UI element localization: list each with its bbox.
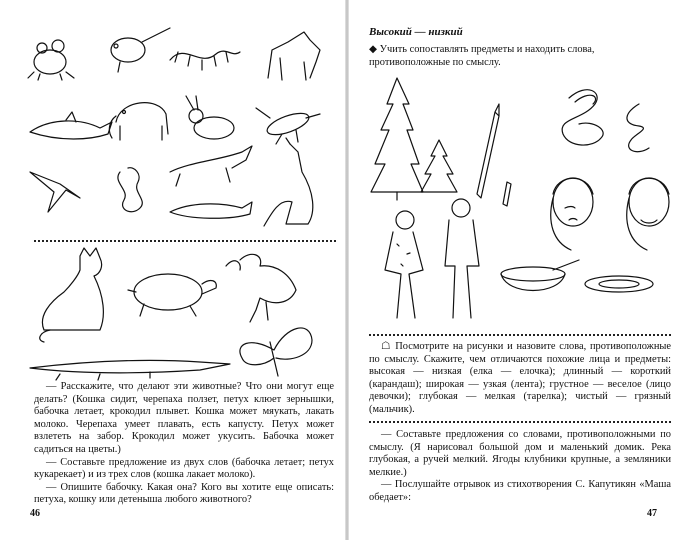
right-body-text xyxy=(369,429,671,505)
happy-girl-illustration xyxy=(627,178,669,250)
dirty-boy-illustration xyxy=(385,211,423,318)
kangaroo-illustration xyxy=(264,138,313,226)
dotted-divider xyxy=(369,334,671,336)
bird-illustration xyxy=(111,28,170,72)
butterfly-illustration xyxy=(240,328,312,376)
tall-tree-illustration xyxy=(371,78,423,200)
left-body-text xyxy=(34,381,334,507)
instruction-text: Посмотрите на рисунки и назовите слова, противоположные по смыслу. Скажите, чем отличаются похожие лица и предметы: высокая — низкая (елка — елочка); длинный — короткий (карандаш); широкая — узкая (лента); грустное — веселое (лицо девочки); глубокая — мелкая (тарелка); чистый — грязный (мальчик). xyxy=(369,341,671,415)
right-page xyxy=(347,0,694,540)
snake-illustration xyxy=(118,168,142,212)
left-paragraph-3: — Опишите бабочку. Какая она? Кого вы хотите еще описать: петуха, кошку или детеныша любого животного? xyxy=(34,481,334,506)
lesson-goal xyxy=(369,44,669,69)
crocodile-illustration xyxy=(30,360,230,380)
dotted-divider xyxy=(34,240,336,242)
animals-illustration-bottom xyxy=(20,246,335,384)
page-number-left: 46 xyxy=(30,508,40,519)
short-tree-illustration xyxy=(421,140,457,192)
wide-ribbon-illustration xyxy=(562,90,603,145)
long-pencil-illustration xyxy=(477,104,499,198)
caterpillar-illustration xyxy=(170,51,240,70)
opposites-illustration xyxy=(357,74,687,324)
read-aloud-icon: ☖ xyxy=(381,341,396,352)
diamond-bullet-icon: ◆ xyxy=(369,44,377,55)
right-paragraph-1: — Составьте предложения со словами, противоположными по смыслу. (Я нарисовал большой дом и маленький домик. Река глубокая, а ручей мелкий. Ягоды клубники крупные, а земляники мелкие.) xyxy=(369,429,671,478)
right-paragraph-2: — Послушайте отрывок из стихотворения С. Капутикян «Маша обедает»: xyxy=(369,479,671,503)
page-number-right: 47 xyxy=(647,508,657,519)
swallow-illustration xyxy=(30,172,80,212)
dolphin-illustration xyxy=(30,112,112,139)
instruction-paragraph xyxy=(369,341,671,417)
dotted-divider xyxy=(369,421,671,423)
instruction-block xyxy=(369,341,671,417)
short-pencil-illustration xyxy=(503,182,511,206)
narrow-ribbon-illustration xyxy=(627,104,649,152)
lesson-goal-text: Учить сопоставлять предметы и находить слова, противоположные по смыслу. xyxy=(369,44,595,68)
rabbit-illustration xyxy=(186,96,234,139)
lesson-title: Высокий — низкий xyxy=(369,26,463,38)
frog-illustration xyxy=(28,40,74,80)
left-paragraph-2: — Составьте предложение из двух слов (бабочка летает; петух кукарекает) и из трех слов (кошка лакает молоко). xyxy=(34,456,334,481)
clean-boy-illustration xyxy=(445,199,479,318)
animals-illustration-top xyxy=(20,22,335,232)
sad-girl-illustration xyxy=(551,178,593,250)
cockroach-illustration xyxy=(256,108,320,144)
elephant-illustration xyxy=(109,103,168,140)
left-paragraph-1: — Расскажите, что делают эти животные? Что они могут еще делать? (Кошка сидит, черепаха ползет, петух клюет зернышки, бабочка летает, крокодил плывет. Кошка может мяукать, лакать молоко. Черепаха умеет плавать, есть капусту. Петух может взлететь на забор. Крокодил может укусить. Бабочка может садиться на цветы.) xyxy=(34,381,334,455)
rooster-illustration xyxy=(226,254,296,322)
turtle-illustration xyxy=(128,274,216,316)
deep-bowl-illustration xyxy=(501,260,579,291)
wolf-illustration xyxy=(268,32,320,80)
shallow-plate-illustration xyxy=(585,276,653,292)
fox-illustration xyxy=(170,146,252,186)
whale-illustration xyxy=(170,202,252,218)
cat-illustration xyxy=(40,248,104,342)
